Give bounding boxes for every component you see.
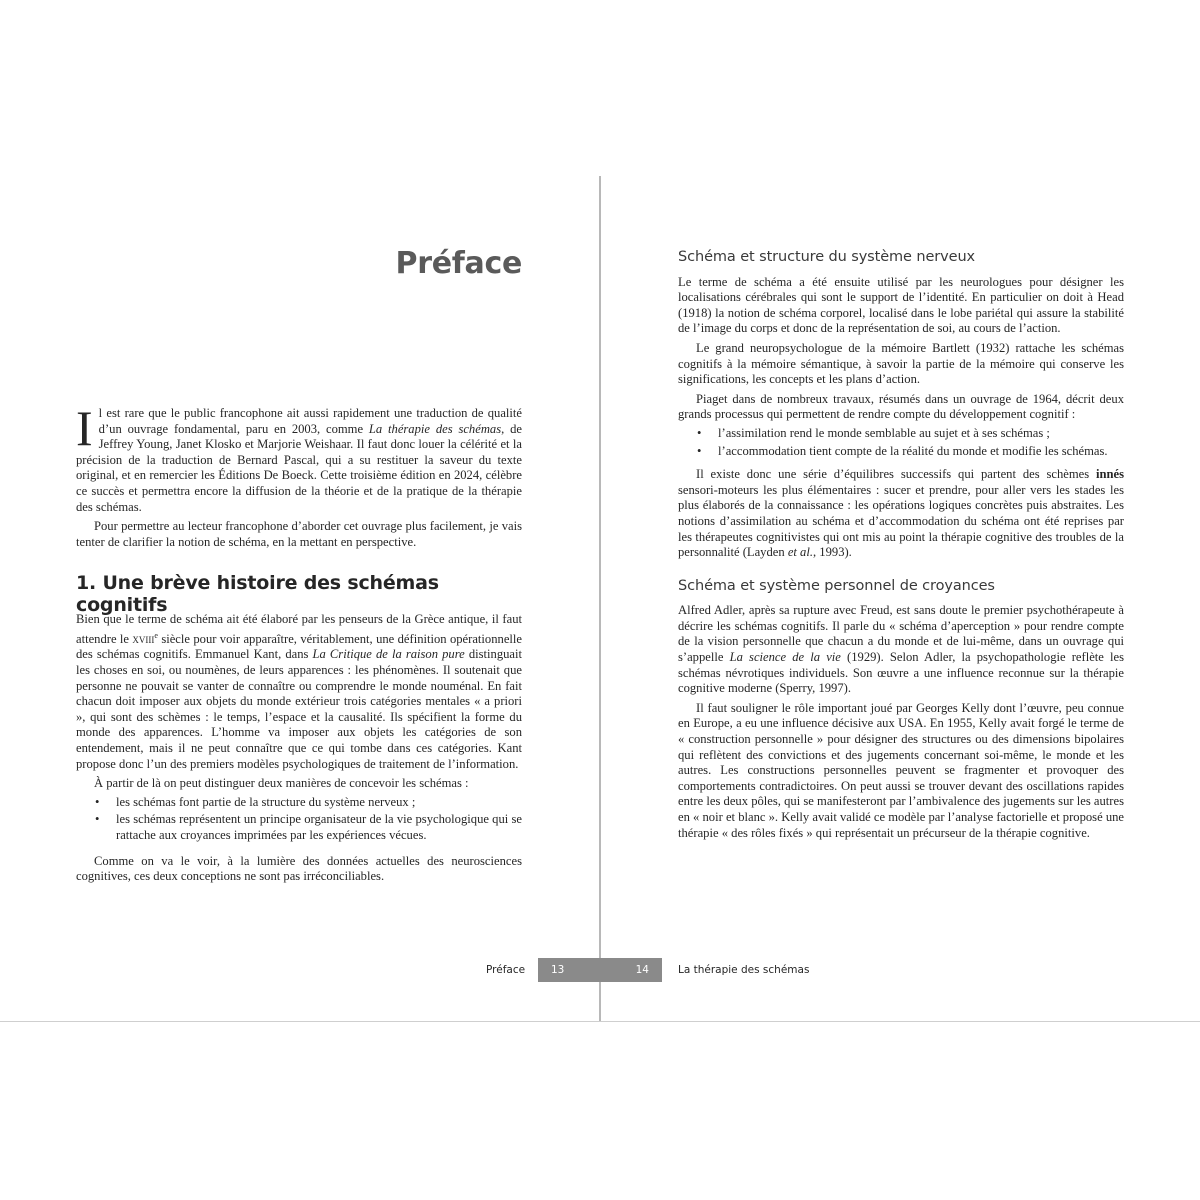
list-item: • l’assimilation rend le monde semblable au sujet et à ses schémas ; <box>697 425 1050 440</box>
left-page <box>76 0 522 1000</box>
preface-intro <box>76 400 522 550</box>
nervous-paragraph-2: Le grand neuropsychologue de la mémoire Bartlett (1932) rattache les schémas cognitifs à la mémoire sémantique, à savoir la partie de la mémoire qui conserve les significations, les concepts et les plans d’action. <box>678 340 1124 387</box>
book-spine <box>599 176 601 1022</box>
left-footer-label: Préface <box>486 964 526 976</box>
bullet-icon: • <box>95 794 100 809</box>
bullet-icon: • <box>697 425 702 440</box>
history-section <box>76 612 522 885</box>
list-item: • les schémas représentent un principe organisateur de la vie psychologique qui se rattache aux croyances imprimées par les expériences vécues. <box>95 812 522 842</box>
nervous-paragraph-1: Le terme de schéma a été ensuite utilisé par les neurologues pour désigner les localisations cérébrales qui sont le support de l’identité. En particulier on doit à Head (1918) la notion de schéma corporel, localisé dans le lobe pariétal qui assure la stabilité de l’image du corps et donc de la représentation de soi, au cours de l’action. <box>678 274 1124 336</box>
right-footer-label: La thérapie des schémas <box>678 964 810 976</box>
left-page-number: 13 <box>538 958 600 982</box>
page-bottom-edge <box>0 1021 1200 1022</box>
beliefs-paragraph-1: Alfred Adler, après sa rupture avec Freud, est sans doute le premier psychothérapeute à décrire les schémas cognitifs. Il parle du « schéma d’aperception » pour rendre compte de la vision personnelle que chacun a du monde et de lui-même, dans un ouvrage qui s’appelle La science de la vie (1929). Selon Adler, la psychopathologie reflète les schémas névrotiques individuels. Son œuvre a une influence reconnue sur la thérapie cognitive moderne (Sperry, 1997). <box>678 603 1125 696</box>
right-page <box>678 250 1124 841</box>
right-page-number: 14 <box>600 958 662 982</box>
bullet-icon: • <box>697 443 702 458</box>
list-item: • les schémas font partie de la structure du système nerveux ; <box>95 794 416 809</box>
book-title-italic: La thérapie des schémas <box>368 421 502 436</box>
bullet-list <box>76 795 522 844</box>
drop-cap: I <box>76 400 93 456</box>
nervous-paragraph-3: Piaget dans de nombreux travaux, résumés dans un ouvrage de 1964, décrit deux grands processus qui permettent de rendre compte du développement cognitif : <box>678 391 1124 422</box>
section-heading-nervous-system: Schéma et structure du système nerveux <box>678 249 976 265</box>
intro-paragraph-2: Pour permettre au lecteur francophone d’aborder cet ouvrage plus facilement, je vais tenter de clarifier la notion de schéma, en la mettant en perspective. <box>76 519 522 549</box>
bullet-icon: • <box>95 812 100 827</box>
piaget-bullet-list <box>678 426 1124 459</box>
beliefs-paragraph-2: Il faut souligner le rôle important joué par Georges Kelly dont l’œuvre, peu connue en Europe, a eu une influence décisive aux USA. En 1955, Kelly avait forgé le terme de « construction personnelle » pour désigner des structures ou des dimensions bipolaires qui reflètent des convictions et des jugements concernant soi-même, le monde et les autres. Les constructions personnelles peuvent se fragmenter et provoquer des comportements contradictoires. On peut aussi se trouver devant des oscillations rapides entre les deux pôles, qui se manifesteront par l’ambivalence des jugements sur les autres en « noir et blanc ». Kelly avait validé ce modèle par l’analyse factorielle et proposé une thérapie « des rôles fixés » qui représentait un précurseur de la thérapie cognitive. <box>678 700 1124 840</box>
section-heading-beliefs: Schéma et système personnel de croyances <box>678 577 995 594</box>
history-paragraph-2: À partir de là on peut distinguer deux manières de concevoir les schémas : <box>94 776 469 791</box>
history-paragraph-3: Comme on va le voir, à la lumière des données actuelles des neurosciences cognitives, ces deux conceptions ne sont pas irréconciliables. <box>76 853 522 884</box>
history-paragraph-1: Bien que le terme de schéma ait été élaboré par les penseurs de la Grèce antique, il faut attendre le xviii$^e$ siècle pour voir apparaître, véritablement, une définition opérationnelle des schémas cognitifs. Emmanuel Kant, dans La Critique de la raison pure distinguait les choses en soi, ou noumènes, de leurs apparences : les phénomènes. Il soutenait que personne ne pouvait se vanter de connaître ou comprendre le monde nouménal. En fait chacun doit imposer aux objets du monde extérieur trois catégories mentales « a priori », qui sont des schèmes : le temps, l’espace et la causalité. Ils spécifient la forme du monde des apparences. L’homme va imposer aux objets les catégories de son entendement, mais il ne peut connaître que ce qui tombe dans ces catégories. Kant propose donc l’un des premiers modèles psychologiques de traitement de l’information. <box>76 612 522 771</box>
list-item: • l’accommodation tient compte de la réalité du monde et modifie les schémas. <box>697 443 1108 458</box>
intro-paragraph-1: Il est rare que le public francophone ait aussi rapidement une traduction de qualité d’un ouvrage fondamental, paru en 2003, comme La thérapie des schémas, de Jeffrey Young, Janet Klosko et Marjorie Weishaar. Il faut donc louer la célérité et la précision de la traduction de Bernard Pascal, qui a su restituer la saveur du texte original, et en remercier les Éditions De Boeck. Cette troisième édition en 2024, célèbre ce succès et permettra encore la diffusion de la théorie et de la pratique de la thérapie des schémas. <box>76 400 522 514</box>
page-title: Préface <box>395 246 522 281</box>
chapter-heading: 1. Une brève histoire des schémas cognitifs <box>76 572 439 616</box>
nervous-paragraph-4: Il existe donc une série d’équilibres successifs qui partent des schèmes innés sensori-moteurs les plus élémentaires : sucer et prendre, pour aller vers les stades les plus élaborés de la connaissance : les opérations logiques concrètes puis abstraites. Les notions d’assimilation au schéma et d’accommodation du schéma ont été reprises par les thérapeutes cognitivistes qui ont mis au point la thérapie cognitive des troubles de la personnalité (Layden et al., 1993). <box>678 467 1124 560</box>
